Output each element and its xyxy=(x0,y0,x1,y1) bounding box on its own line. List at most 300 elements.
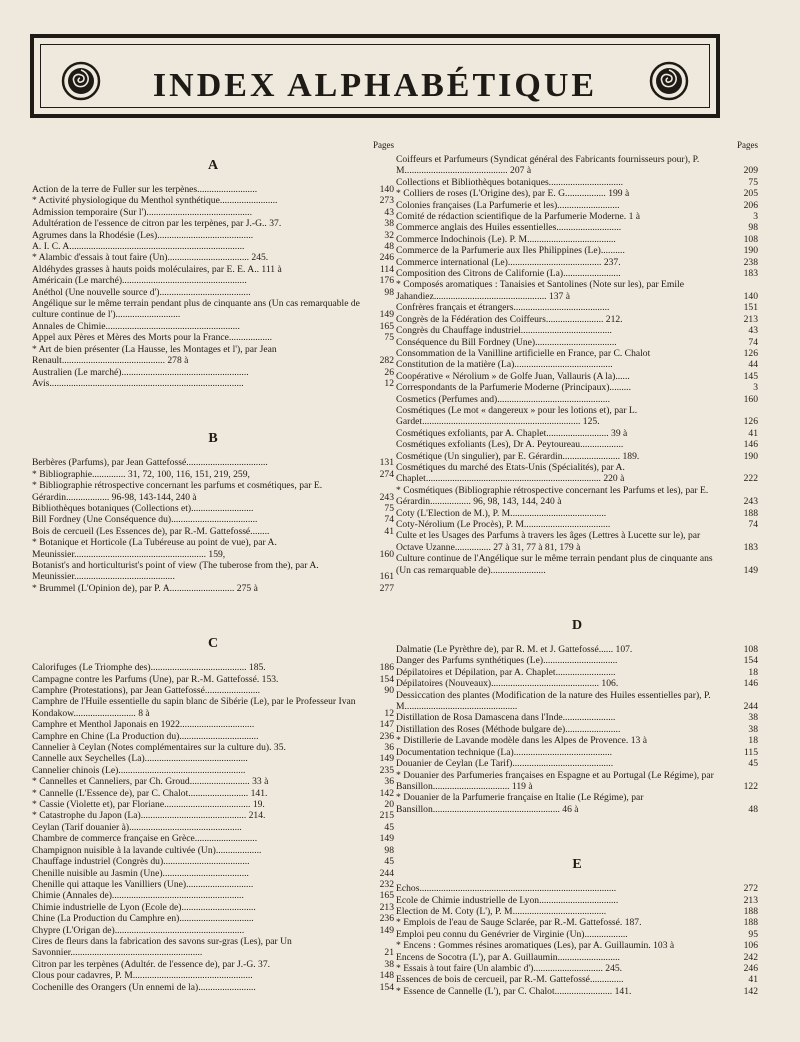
entry-page: 272 xyxy=(743,883,758,895)
entry-page: 106 xyxy=(743,940,758,952)
entry-text: * Brummel (L'Opinion de), par P. A........................... 275 à xyxy=(32,582,258,594)
entry-page: 12 xyxy=(384,707,394,719)
index-entry xyxy=(32,833,394,844)
entry-page: 38 xyxy=(384,218,394,230)
entry-page: 188 xyxy=(743,917,758,929)
entry-text: Campagne contre les Parfums (Une), par R.-M. Gattefossé. 153. xyxy=(32,673,279,685)
index-entry xyxy=(32,788,394,799)
entry-page: 48 xyxy=(384,241,394,253)
entry-page: 90 xyxy=(384,685,394,696)
index-entry xyxy=(396,188,758,199)
entry-text: Commerce Indochinois (Le). P. M..................................... xyxy=(396,233,616,245)
entry-page: 95 xyxy=(748,928,758,940)
entry-page: 45 xyxy=(384,856,394,868)
index-entry xyxy=(396,200,758,211)
index-entry xyxy=(32,195,394,206)
index-entry xyxy=(32,913,394,924)
entry-text: Camphre (Protestations), par Jean Gattefossé....................... xyxy=(32,685,261,696)
entry-text: Encens de Socotra (L'), par A. Guillaumin.......................... xyxy=(396,951,620,963)
entry-text: * Bibliographie rétrospective concernant les parfums et cosmétiques, par E. Gérardin.................. 96-98, 143-144, 240 à xyxy=(32,480,323,503)
entry-text: Bill Fordney (Une Conséquence du).................................... xyxy=(32,514,258,526)
section-letter: A xyxy=(207,158,219,173)
index-entry xyxy=(396,439,758,450)
entry-page: 213 xyxy=(379,901,394,913)
entry-text: Bibliothèques botaniques (Collections et).......................... xyxy=(32,502,254,514)
index-entry xyxy=(32,457,394,468)
index-entry xyxy=(32,537,394,560)
index-entry xyxy=(32,469,394,480)
entry-text: Calorifuges (Le Triomphe des)........................................ 185. xyxy=(32,662,266,674)
entry-page: 165 xyxy=(379,890,394,902)
index-entry xyxy=(396,371,758,382)
index-entry xyxy=(32,890,394,901)
entry-page: 74 xyxy=(748,519,758,530)
index-entry xyxy=(396,268,758,279)
entry-text: * Distillerie de Lavande modèle dans les Alpes de Provence. 13 à xyxy=(396,735,647,747)
entry-text: Commerce international (Le)....................................... 237. xyxy=(396,256,621,268)
index-entry xyxy=(396,644,758,655)
index-section xyxy=(396,857,758,997)
index-entry xyxy=(396,245,758,256)
index-entry xyxy=(32,674,394,685)
index-entry xyxy=(396,963,758,974)
index-entry xyxy=(32,822,394,833)
entry-text: Documentation technique (La)......................................... xyxy=(396,746,613,758)
entry-page: 38 xyxy=(748,712,758,724)
entry-text: * Bibliographie.............. 31, 72, 100, 116, 151, 219, 259, xyxy=(32,468,250,480)
entry-page: 176 xyxy=(379,275,394,287)
index-entry xyxy=(396,747,758,758)
entry-page: 18 xyxy=(748,666,758,678)
entry-text: * Encens : Gommes résines aromatiques (Les), par A. Guillaumin. 103 à xyxy=(396,940,675,952)
index-entry xyxy=(396,508,758,519)
entry-page: 74 xyxy=(748,336,758,348)
entry-text: * Essais à tout faire (Un alambic d')............................. 245. xyxy=(396,962,623,974)
entry-page: 140 xyxy=(379,184,394,195)
entry-page: 209 xyxy=(743,165,758,177)
index-entry xyxy=(396,758,758,769)
entry-text: * Essence de Cannelle (L'), par C. Chalot........................ 141. xyxy=(396,985,632,997)
index-section xyxy=(32,158,394,389)
entry-page: 188 xyxy=(743,507,758,519)
entry-page: 188 xyxy=(743,905,758,917)
entry-text: Admission temporaire (Sur l')............................................ xyxy=(32,206,252,218)
index-entry xyxy=(396,359,758,370)
entry-page: 3 xyxy=(753,211,758,223)
index-column-left xyxy=(32,140,394,993)
entry-page: 98 xyxy=(384,844,394,856)
entry-page: 98 xyxy=(384,286,394,298)
entry-text: Cannelier à Ceylan (Notes complémentaires sur la culture du). 35. xyxy=(32,742,286,754)
entry-page: 244 xyxy=(379,867,394,879)
index-entry xyxy=(396,382,758,393)
index-entry xyxy=(396,348,758,359)
index-entry xyxy=(396,906,758,917)
index-entry xyxy=(396,337,758,348)
index-column-right xyxy=(396,140,758,997)
entry-page: 154 xyxy=(379,981,394,993)
index-entry xyxy=(396,302,758,313)
entry-text: * Art de bien présenter (La Hausse, les Montages et l'), par Jean Renault........................................... 278 à xyxy=(32,343,277,367)
entry-page: 205 xyxy=(743,188,758,200)
index-entry xyxy=(396,530,758,553)
index-entry xyxy=(396,211,758,222)
index-entry xyxy=(32,583,394,594)
index-entry xyxy=(32,230,394,241)
index-entry xyxy=(396,553,758,576)
entry-page: 20 xyxy=(384,799,394,811)
entry-page: 282 xyxy=(379,355,394,367)
index-entry xyxy=(32,264,394,275)
entry-text: Douanier de Ceylan (Le Tarif).......................................... xyxy=(396,758,614,770)
entry-page: 142 xyxy=(379,787,394,799)
entry-page: 115 xyxy=(743,746,758,758)
index-section xyxy=(32,636,394,993)
entry-page: 36 xyxy=(384,776,394,788)
entry-page: 108 xyxy=(743,233,758,245)
entry-page: 149 xyxy=(379,924,394,936)
entry-page: 32 xyxy=(384,229,394,241)
entry-page: 146 xyxy=(743,678,758,690)
index-entry xyxy=(396,792,758,815)
entry-text: Chine (La Production du Camphre en)............................... xyxy=(32,913,254,925)
index-entry xyxy=(32,810,394,821)
index-entry xyxy=(396,940,758,951)
entry-page: 161 xyxy=(379,571,394,583)
entry-text: Confrères français et étrangers........................................ xyxy=(396,302,610,314)
index-entry xyxy=(396,428,758,439)
entry-text: * Composés aromatiques : Tanaisies et Santolines (Note sur les), par Emile Jahandiez............................................... 137 à xyxy=(396,279,684,302)
entry-page: 145 xyxy=(743,370,758,382)
entry-text: Emploi peu connu du Genévrier de Virginie (Un).................. xyxy=(396,928,628,940)
entry-text: Avis................................................................................. xyxy=(32,377,244,389)
entry-page: 246 xyxy=(379,252,394,264)
index-entry xyxy=(32,742,394,753)
index-entry xyxy=(32,799,394,810)
index-entry xyxy=(396,234,758,245)
entry-text: * Catastrophe du Japon (La)............................................ 214. xyxy=(32,810,266,822)
entry-text: Coty (L'Election de M.), P. M........................................ xyxy=(396,507,607,519)
index-entry xyxy=(396,690,758,713)
entry-text: * Douanier de la Parfumerie française en Italie (Le Régime), par Bansillon..................................................... 46 à xyxy=(396,792,644,815)
index-entry xyxy=(32,287,394,298)
section-letter: D xyxy=(571,618,583,634)
entry-page: 243 xyxy=(743,496,758,508)
entry-text: Cosmétiques du marché des Etats-Unis (Spécialités), par A. Chaplet......................................................................... 220 à xyxy=(396,461,625,485)
entry-page: 215 xyxy=(379,810,394,822)
entry-text: Cosmetics (Perfumes and)............................................... xyxy=(396,393,610,405)
entry-page: 213 xyxy=(743,894,758,906)
index-entry xyxy=(32,731,394,742)
index-entry xyxy=(32,252,394,263)
section-letter: B xyxy=(208,431,218,447)
index-entry xyxy=(32,902,394,913)
title-frame-inner xyxy=(40,44,710,108)
entry-text: Distillation de Rosa Damascena dans l'Inde...................... xyxy=(396,712,616,724)
entry-text: Australien (Le marché)..................................................... xyxy=(32,366,249,378)
index-entry xyxy=(396,974,758,985)
entry-text: Chambre de commerce française en Grèce.......................... xyxy=(32,833,258,845)
entry-text: Cosmétiques exfoliants (Les), Dr A. Peytoureau.................. xyxy=(396,439,624,451)
index-entry xyxy=(32,856,394,867)
entry-page: 140 xyxy=(743,290,758,302)
entry-text: * Alambic d'essais à tout faire (Un).................................. 245. xyxy=(32,252,269,264)
entry-page: 108 xyxy=(743,644,758,656)
entry-page: 186 xyxy=(379,662,394,674)
index-entry xyxy=(32,332,394,343)
entry-page: 244 xyxy=(743,701,758,713)
entry-page: 149 xyxy=(379,753,394,765)
entry-page: 148 xyxy=(379,970,394,982)
page-title: INDEX ALPHABÉTIQUE xyxy=(152,67,598,104)
entry-page: 273 xyxy=(379,195,394,207)
entry-text: Chenille nuisible au Jasmin (Une).................................... xyxy=(32,867,249,879)
entry-text: Chimie industrielle de Lyon (Ecole de)............................... xyxy=(32,901,256,913)
entry-text: Chenille qui attaque les Vanilliers (Une)............................ xyxy=(32,878,254,890)
entry-text: * Cassie (Violette et), par Floriane.................................... 19. xyxy=(32,799,265,811)
index-entry xyxy=(32,776,394,787)
index-entry xyxy=(32,925,394,936)
entry-page: 41 xyxy=(384,525,394,537)
index-entry xyxy=(396,257,758,268)
entry-page: 190 xyxy=(743,450,758,462)
index-entry xyxy=(32,207,394,218)
entry-page: 43 xyxy=(384,206,394,218)
entry-text: Chypre (L'Origan de)...................................................... xyxy=(32,924,245,936)
entry-page: 43 xyxy=(748,325,758,337)
index-entry xyxy=(32,526,394,537)
entry-page: 98 xyxy=(748,222,758,234)
entry-page: 126 xyxy=(743,347,758,359)
index-section xyxy=(32,431,394,594)
entry-page: 232 xyxy=(379,878,394,890)
entry-text: Angélique sur le même terrain pendant plus de cinquante ans (Un cas remarquable de culture continue de l')........................... xyxy=(32,298,360,321)
index-entry xyxy=(396,770,758,793)
entry-text: Constitution de la matière (La)......................................... xyxy=(396,359,613,371)
entry-text: Botanist's and horticulturist's point of view (The tuberose from the), par A. Meunissier.......................................... xyxy=(32,559,319,583)
index-entry xyxy=(396,154,758,177)
index-entry xyxy=(32,367,394,378)
entry-text: Ceylan (Tarif douanier à)............................................... xyxy=(32,821,242,833)
entry-page: 3 xyxy=(753,382,758,394)
entry-text: Coty-Nérolium (Le Procès), P. M.................................... xyxy=(396,519,611,530)
entry-text: Bois de cercueil (Les Essences de), par R.-M. Gattefossé........ xyxy=(32,525,270,537)
index-entry xyxy=(396,451,758,462)
entry-text: Echos.................................................................................. xyxy=(396,883,617,895)
entry-page: 41 xyxy=(748,974,758,986)
entry-page: 26 xyxy=(384,366,394,378)
entry-text: * Douanier des Parfumeries françaises en Espagne et au Portugal (Le Régime), par Bansillon................................ 119 à xyxy=(396,769,714,792)
index-entry xyxy=(32,982,394,993)
entry-text: Consommation de la Vanilline artificielle en France, par C. Chalot xyxy=(396,347,651,359)
entry-page: 222 xyxy=(743,473,758,485)
entry-page: 131 xyxy=(379,457,394,469)
index-entry xyxy=(32,662,394,673)
entry-text: * Botanique et Horticole (La Tubéreuse au point de vue), par A. Meunissier....................................................... 159, xyxy=(32,537,277,560)
entry-text: Chimie (Annales de)....................................................... xyxy=(32,890,244,902)
entry-page: 147 xyxy=(379,719,394,731)
entry-text: Champignon nuisible à la lavande cultivée (Un)................... xyxy=(32,844,262,856)
entry-text: * Colliers de roses (L'Origine des), par E. G................. 199 à xyxy=(396,188,630,200)
index-entry xyxy=(396,986,758,997)
index-entry xyxy=(32,868,394,879)
entry-text: A. I. C. A......................................................................... xyxy=(32,241,245,253)
entry-page: 274 xyxy=(379,468,394,480)
index-entry xyxy=(32,936,394,959)
entry-page: 277 xyxy=(379,582,394,594)
entry-page: 236 xyxy=(379,730,394,742)
entry-page: 149 xyxy=(379,309,394,321)
entry-page: 236 xyxy=(379,913,394,925)
index-section xyxy=(396,618,758,815)
index-entry xyxy=(32,845,394,856)
index-entry xyxy=(396,222,758,233)
index-entry xyxy=(396,519,758,530)
index-entry xyxy=(32,560,394,583)
entry-text: Cosmétique (Un singulier), par E. Gérardin........................ 189. xyxy=(396,450,640,462)
entry-text: Chauffage industriel (Congrès du).................................... xyxy=(32,856,250,868)
index-entry xyxy=(32,753,394,764)
index-entry xyxy=(32,514,394,525)
entry-text: Dépilatoires (Nouveaux)............................................. 106. xyxy=(396,678,619,690)
pages-header: Pages xyxy=(373,140,394,150)
entry-page: 183 xyxy=(743,268,758,280)
entry-page: 243 xyxy=(379,491,394,503)
entry-page: 48 xyxy=(748,803,758,815)
entry-text: Citron par les terpènes (Adultér. de l'essence de), par J.-G. 37. xyxy=(32,958,271,970)
entry-page: 151 xyxy=(743,302,758,314)
entry-page: 183 xyxy=(743,541,758,553)
entry-text: Commerce de la Parfumerie aux Iles Philippines (Le).......... xyxy=(396,245,625,257)
index-section xyxy=(396,154,758,576)
index-entry xyxy=(32,241,394,252)
entry-text: Dalmatie (Le Pyrèthre de), par R. M. et J. Gattefossé...... 107. xyxy=(396,644,633,656)
entry-text: Camphre de l'Huile essentielle du sapin blanc de Sibérie (Le), par le Professeur Ivan Kondakow.......................... 8 à xyxy=(32,696,356,719)
entry-page: 21 xyxy=(384,947,394,959)
entry-page: 165 xyxy=(379,320,394,332)
index-entry xyxy=(32,970,394,981)
entry-page: 149 xyxy=(743,564,758,576)
entry-page: 190 xyxy=(743,245,758,257)
index-entry xyxy=(396,485,758,508)
entry-page: 235 xyxy=(379,764,394,776)
entry-page: 246 xyxy=(743,962,758,974)
index-entry xyxy=(396,279,758,302)
entry-page: 38 xyxy=(384,958,394,970)
entry-text: Comité de rédaction scientifique de la Parfumerie Moderne. 1 à xyxy=(396,211,641,223)
entry-page: 242 xyxy=(743,951,758,963)
index-entry xyxy=(396,712,758,723)
entry-text: * Activité physiologique du Menthol synthétique........................ xyxy=(32,195,278,207)
entry-text: Américain (Le marché).................................................... xyxy=(32,275,247,287)
entry-text: Election de M. Coty (L'), P. M....................................... xyxy=(396,905,607,917)
index-entry xyxy=(396,952,758,963)
index-entry xyxy=(396,735,758,746)
index-entry xyxy=(32,503,394,514)
entry-text: Camphre en Chine (La Production du)................................. xyxy=(32,730,259,742)
index-entry xyxy=(396,678,758,689)
title-frame xyxy=(30,34,720,118)
entry-page: 126 xyxy=(743,416,758,428)
index-entry xyxy=(32,719,394,730)
entry-page: 149 xyxy=(379,833,394,845)
index-entry xyxy=(32,321,394,332)
index-entry xyxy=(32,696,394,719)
index-entry xyxy=(396,394,758,405)
index-entry xyxy=(396,667,758,678)
section-letter: C xyxy=(207,636,219,652)
index-entry xyxy=(396,177,758,188)
index-entry xyxy=(32,959,394,970)
entry-text: * Emplois de l'eau de Sauge Sclarée, par R.-M. Gattefossé. 187. xyxy=(396,917,642,929)
entry-page: 36 xyxy=(384,742,394,754)
index-entry xyxy=(32,480,394,503)
entry-page: 18 xyxy=(748,735,758,747)
entry-page: 45 xyxy=(748,758,758,770)
index-entry xyxy=(396,405,758,428)
entry-text: Anéthol (Une nouvelle source d')...................................... xyxy=(32,286,251,298)
entry-text: Conséquence du Bill Fordney (Une).................................. xyxy=(396,336,617,348)
entry-page: 12 xyxy=(384,377,394,389)
index-entry xyxy=(396,917,758,928)
index-entry xyxy=(396,325,758,336)
entry-text: Culture continue de l'Angélique sur le même terrain pendant plus de cinquante ans (Un cas remarquable de)....................... xyxy=(396,553,713,576)
entry-page: 206 xyxy=(743,199,758,211)
entry-page: 154 xyxy=(379,673,394,685)
entry-text: Cannelle aux Seychelles (La)........................................... xyxy=(32,753,248,765)
index-entry xyxy=(396,883,758,894)
index-entry xyxy=(32,685,394,696)
entry-text: Camphre et Menthol Japonais en 1922............................... xyxy=(32,719,255,731)
entry-page: 238 xyxy=(743,256,758,268)
entry-page: 45 xyxy=(384,821,394,833)
entry-text: Colonies françaises (La Parfumerie et les).......................... xyxy=(396,199,620,211)
entry-page: 160 xyxy=(379,548,394,560)
entry-page: 75 xyxy=(384,502,394,514)
entry-text: Cosmétiques exfoliants, par A. Chaplet.......................... 39 à xyxy=(396,427,628,439)
index-entry xyxy=(396,655,758,666)
index-entry xyxy=(396,929,758,940)
entry-text: Correspondants de la Parfumerie Moderne (Principaux)......... xyxy=(396,382,631,394)
entry-page: 75 xyxy=(748,176,758,188)
index-entry xyxy=(396,724,758,735)
entry-text: Ecole de Chimie industrielle de Lyon................................. xyxy=(396,894,619,906)
entry-page: 122 xyxy=(743,780,758,792)
entry-text: Culte et les Usages des Parfums à travers les âges (Lettres à Lucette sur le), par Octave Uzanne............... 27 à 31, 77 à 81, 179 à xyxy=(396,530,701,553)
entry-text: Adultération de l'essence de citron par les terpènes, par J.-G.. 37. xyxy=(32,218,282,230)
entry-page: 75 xyxy=(384,332,394,344)
entry-text: * Cannelles et Canneliers, par Ch. Groud......................... 33 à xyxy=(32,776,269,788)
index-entry xyxy=(32,879,394,890)
entry-text: Cannelier chinois (Le)..................................................... xyxy=(32,764,246,776)
index-entry xyxy=(32,344,394,367)
entry-page: 44 xyxy=(748,359,758,371)
entry-page: 114 xyxy=(379,263,394,275)
pages-header: Pages xyxy=(737,140,758,150)
entry-text: Danger des Parfums synthétiques (Le)............................... xyxy=(396,655,618,667)
entry-text: Cires de fleurs dans la fabrication des savons sur-gras (Les), par Un Savonnier....................................................... xyxy=(32,935,292,959)
entry-text: Berbères (Parfums), par Jean Gattefossé.................................. xyxy=(32,457,268,469)
entry-text: Dépilatoires et Dépilation, par A. Chaplet......................... xyxy=(396,666,616,678)
index-entry xyxy=(32,378,394,389)
entry-page: 146 xyxy=(743,439,758,451)
entry-page: 213 xyxy=(743,313,758,325)
rose-emblem-icon xyxy=(649,61,689,101)
entry-page: 41 xyxy=(748,427,758,439)
entry-page: 154 xyxy=(743,655,758,667)
entry-text: * Cannelle (L'Essence de), par C. Chalot......................... 141. xyxy=(32,787,268,799)
index-entry xyxy=(32,218,394,229)
